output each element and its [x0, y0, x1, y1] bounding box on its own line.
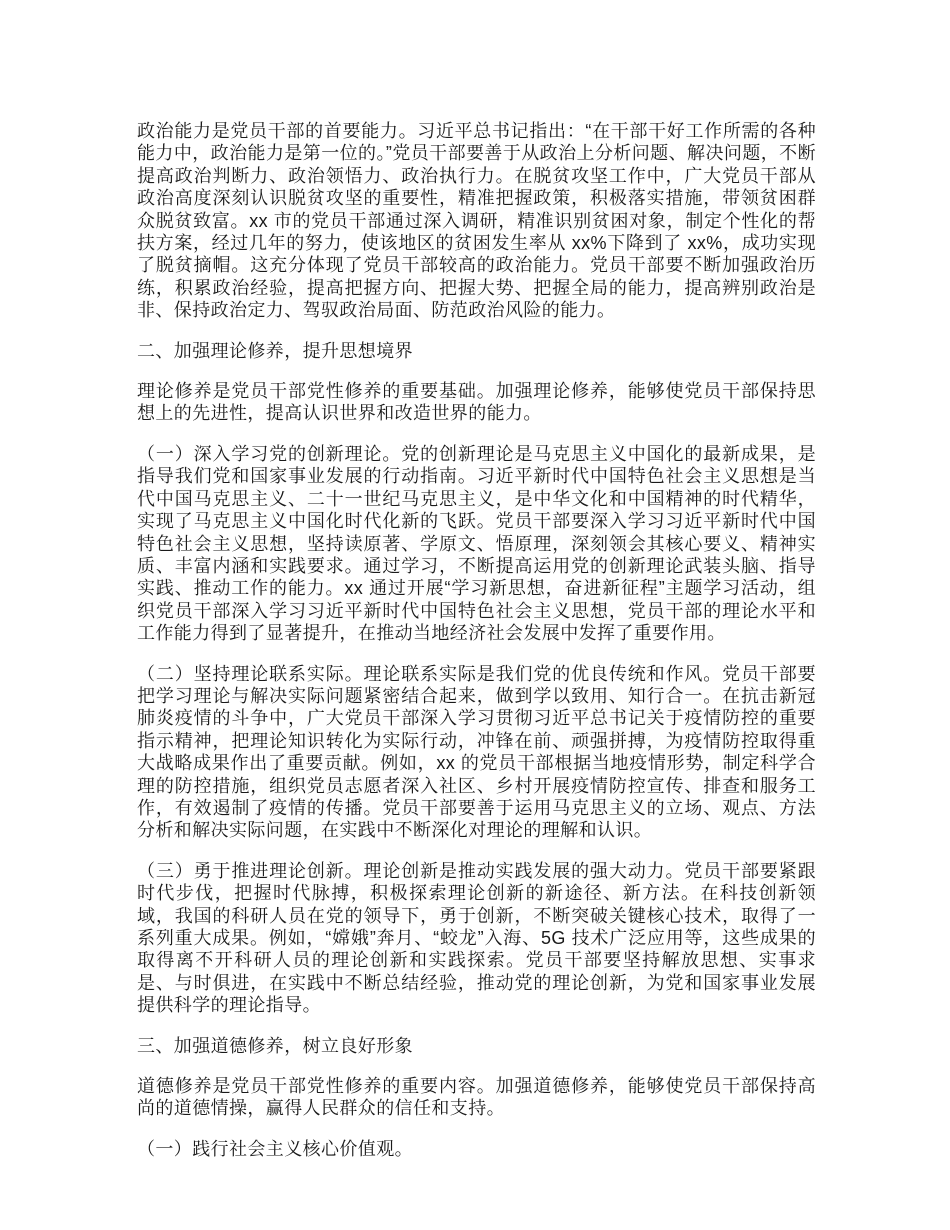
- paragraph: （二）坚持理论联系实际。理论联系实际是我们党的优良传统和作风。党员干部要把学习理论与解决实际问题紧密结合起来，做到学以致用、知行合一。在抗击新冠肺炎疫情的斗争中，广大党员干部深入学习贯彻习近平总书记关于疫情防控的重要指示精神，把理论知识转化为实际行动，冲锋在前、顽强拼搏，为疫情防控取得重大战略成果作出了重要贡献。例如，xx 的党员干部根据当地疫情形势，制定科学合理的防控措施，组织党员志愿者深入社区、乡村开展疫情防控宣传、排查和服务工作，有效遏制了疫情的传播。党员干部要善于运用马克思主义的立场、观点、方法分析和解决实际问题，在实践中不断深化对理论的理解和认识。: [137, 663, 816, 841]
- paragraph: 道德修养是党员干部党性修养的重要内容。加强道德修养，能够使党员干部保持高尚的道德情操，赢得人民群众的信任和支持。: [137, 1076, 816, 1119]
- document-content: [137, 120, 816, 1160]
- paragraph: （一）践行社会主义核心价值观。: [137, 1138, 413, 1159]
- paragraph: 理论修养是党员干部党性修养的重要基础。加强理论修养，能够使党员干部保持思想上的先进性，提高认识世界和改造世界的能力。: [137, 381, 816, 424]
- section-heading: 三、加强道德修养，树立良好形象: [137, 1035, 413, 1056]
- paragraph: 政治能力是党员干部的首要能力。习近平总书记指出：“在干部干好工作所需的各种能力中，政治能力是第一位的。”党员干部要善于从政治上分析问题、解决问题，不断提高政治判断力、政治领悟力、政治执行力。在脱贫攻坚工作中，广大党员干部从政治高度深刻认识脱贫攻坚的重要性，精准把握政策，积极落实措施，带领贫困群众脱贫致富。xx 市的党员干部通过深入调研，精准识别贫困对象，制定个性化的帮扶方案，经过几年的努力，使该地区的贫困发生率从 xx%下降到了 xx%，成功实现了脱贫摘帽。这充分体现了党员干部较高的政治能力。党员干部要不断加强政治历练，积累政治经验，提高把握方向、把握大势、把握全局的能力，提高辨别政治是非、保持政治定力、驾驭政治局面、防范政治风险的能力。: [137, 121, 816, 321]
- paragraph: （三）勇于推进理论创新。理论创新是推动实践发展的强大动力。党员干部要紧跟时代步伐，把握时代脉搏，积极探索理论创新的新途径、新方法。在科技创新领域，我国的科研人员在党的领导下，勇于创新，不断突破关键核心技术，取得了一系列重大成果。例如，“嫦娥”奔月、“蛟龙”入海、5G 技术广泛应用等，这些成果的取得离不开科研人员的理论创新和实践探索。党员干部要坚持解放思想、实事求是、与时俱进，在实践中不断总结经验，推动党的理论创新，为党和国家事业发展提供科学的理论指导。: [137, 860, 816, 1016]
- paragraph: （一）深入学习党的创新理论。党的创新理论是马克思主义中国化的最新成果，是指导我们党和国家事业发展的行动指南。习近平新时代中国特色社会主义思想是当代中国马克思主义、二十一世纪马克思主义，是中华文化和中国精神的时代精华，实现了马克思主义中国化时代化新的飞跃。党员干部要深入学习习近平新时代中国特色社会主义思想，坚持读原著、学原文、悟原理，深刻领会其核心要义、精神实质、丰富内涵和实践要求。通过学习，不断提高运用党的创新理论武装头脑、指导实践、推动工作的能力。xx 通过开展“学习新思想，奋进新征程”主题学习活动，组织党员干部深入学习习近平新时代中国特色社会主义思想，党员干部的理论水平和工作能力得到了显著提升，在推动当地经济社会发展中发挥了重要作用。: [137, 443, 816, 644]
- section-heading: 二、加强理论修养，提升思想境界: [137, 340, 413, 361]
